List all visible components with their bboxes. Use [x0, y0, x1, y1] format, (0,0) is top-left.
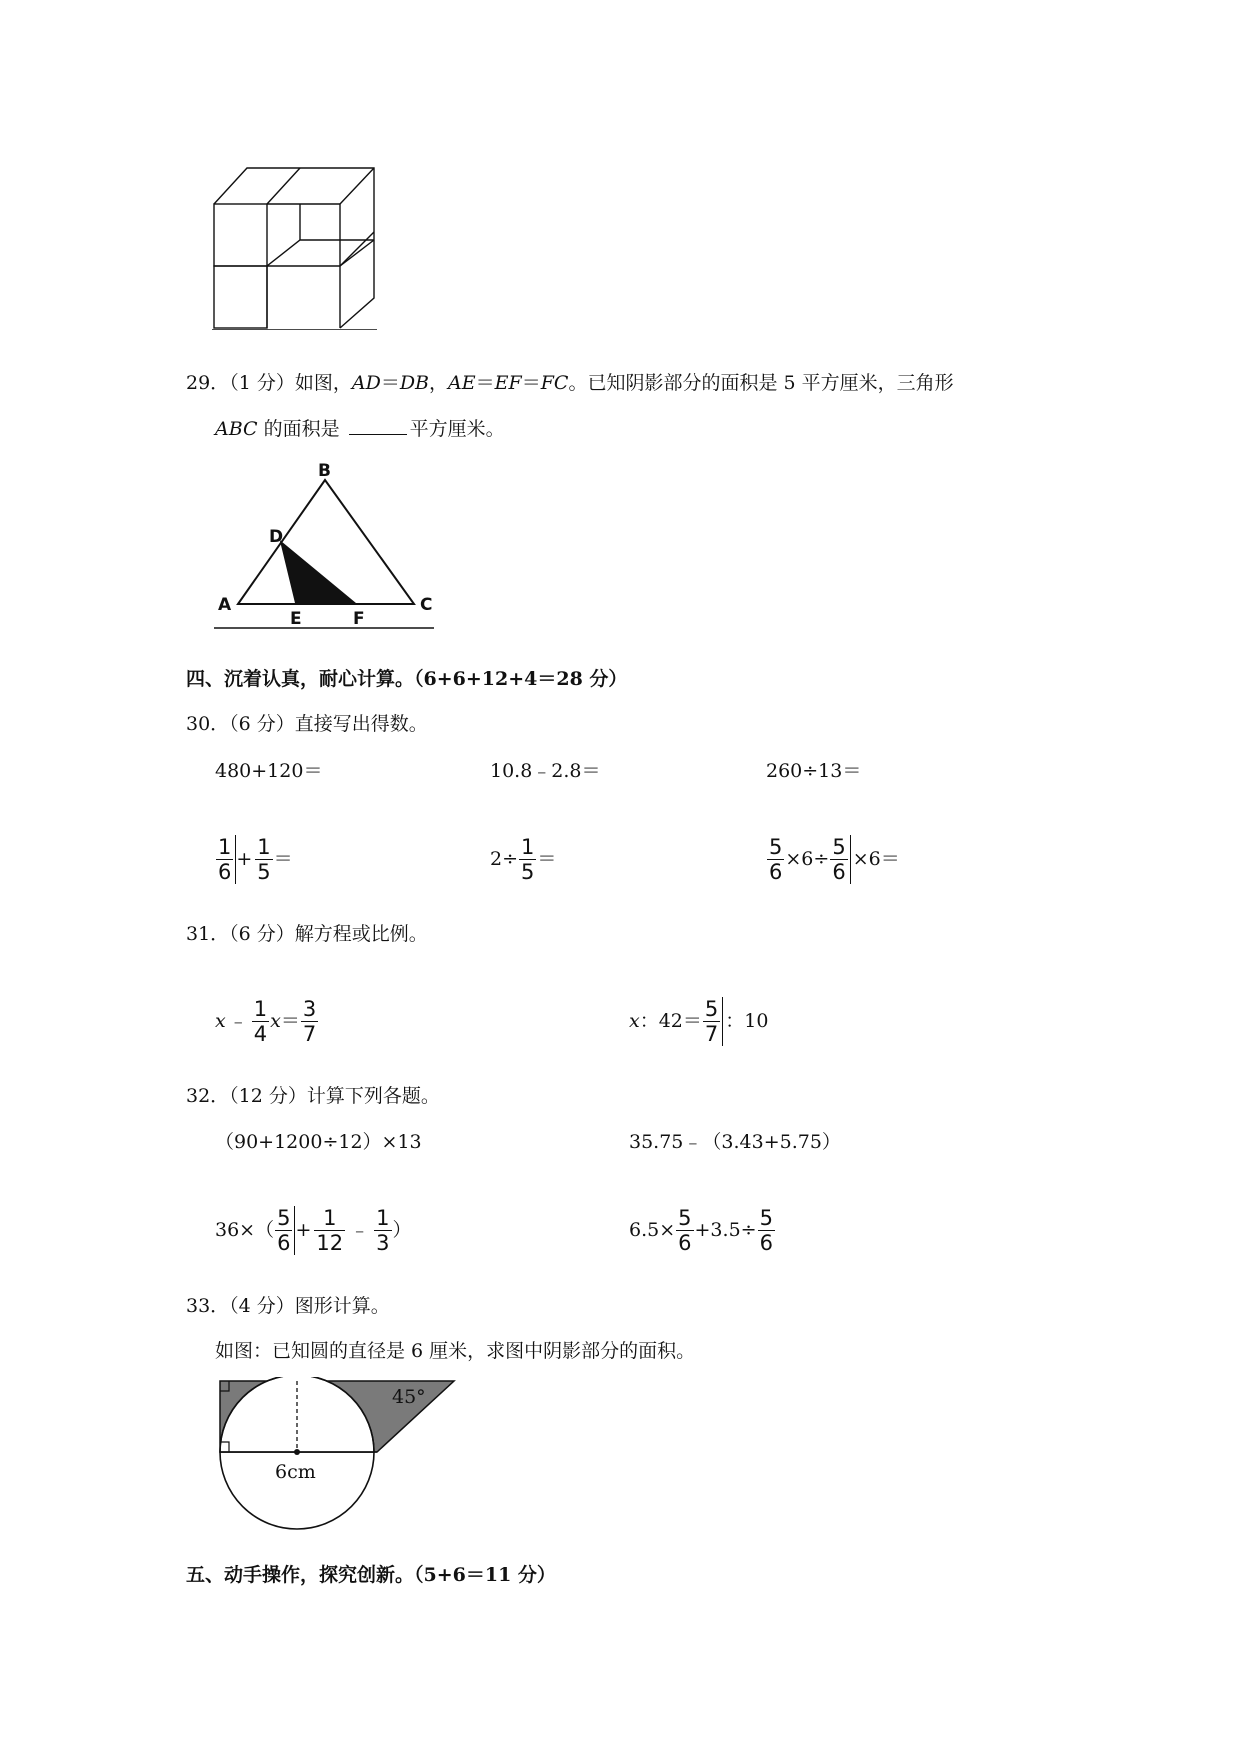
label-f: F — [353, 609, 365, 629]
q29-eq: ＝ — [521, 372, 541, 394]
operator: ：42＝ — [639, 1010, 702, 1033]
cube-stack-figure — [212, 160, 382, 330]
operator: 6.5× — [629, 1219, 676, 1242]
q29-eq: ＝ — [475, 372, 495, 394]
variable-x: x — [270, 1010, 281, 1033]
fraction: $\frac{1}{5}$ — [257, 835, 271, 885]
operator: 36×（ — [215, 1219, 275, 1242]
angle-label: 45° — [392, 1386, 426, 1408]
q29-score: （1 分） — [229, 372, 295, 394]
fraction: $\frac{5}{6}$ — [769, 835, 783, 885]
q29-text: 。已知阴影部分的面积是 5 平方厘米，三角形 — [568, 372, 954, 394]
fraction: $\frac{1}{3}$ — [376, 1206, 390, 1256]
q32-item-d — [629, 1206, 776, 1255]
operator: ﹣ — [228, 1010, 248, 1033]
label-a: A — [218, 595, 232, 615]
q30-item: 10.8﹣2.8＝ — [490, 760, 601, 782]
triangle-figure — [214, 458, 436, 630]
operator: ：10 — [725, 1010, 769, 1033]
operator: 2÷ — [490, 848, 519, 871]
fraction: $\frac{5}{7}$ — [704, 997, 719, 1047]
q29-ef: EF — [494, 372, 522, 394]
q32-title: 32．（12 分）计算下列各题。 — [186, 1085, 440, 1107]
q33-text: 如图：已知圆的直径是 6 厘米，求图中阴影部分的面积。 — [215, 1340, 696, 1362]
fraction: $\frac{1}{4}$ — [253, 997, 268, 1047]
shaded-triangle — [281, 542, 356, 604]
operator: ﹣ — [350, 1219, 370, 1242]
q29-number: 29． — [186, 372, 230, 394]
q29-answer-blank[interactable] — [349, 420, 407, 435]
fraction: $\frac{5}{6}$ — [759, 1206, 773, 1256]
operator: ×6＝ — [852, 848, 900, 871]
q29-db: DB — [399, 372, 430, 394]
q29-ae: AE — [448, 372, 476, 394]
q30-fraction-item-2 — [490, 835, 556, 884]
fraction: $\frac{3}{7}$ — [302, 997, 317, 1047]
q29-fc: FC — [540, 372, 569, 394]
q29-text: 平方厘米。 — [409, 418, 505, 440]
q30-fraction-item-3 — [766, 835, 900, 884]
fraction: $\frac{1}{6}$ — [218, 835, 232, 885]
variable-x: x — [215, 1010, 226, 1033]
label-d: D — [269, 527, 284, 547]
q29-comma: ， — [429, 372, 449, 394]
q31-title: 31．（6 分）解方程或比例。 — [186, 923, 428, 945]
operator: + — [236, 848, 253, 871]
diameter-label: 6cm — [275, 1461, 316, 1483]
q29-text: 如图， — [294, 372, 352, 394]
q29-text: 的面积是 — [257, 418, 346, 440]
operator: ） — [392, 1219, 412, 1242]
q29-line2 — [215, 420, 505, 439]
label-b: B — [318, 461, 331, 481]
equals-sign: ＝ — [273, 848, 293, 871]
equals-sign: ＝ — [280, 1010, 300, 1033]
q30-item: 480+120＝ — [215, 760, 323, 782]
section-4-heading: 四、沉着认真，耐心计算。（6+6+12+4＝28 分） — [186, 668, 628, 690]
q32-item-a: （90+1200÷12）×13 — [215, 1131, 422, 1153]
q29-ad: AD — [351, 372, 381, 394]
fraction: $\frac{5}{6}$ — [678, 1206, 692, 1256]
q29-eq: ＝ — [380, 372, 400, 394]
fraction: $\frac{5}{6}$ — [832, 835, 846, 885]
operator: +3.5÷ — [694, 1219, 757, 1242]
q30-title: 30．（6 分）直接写出得数。 — [186, 713, 428, 735]
operator: + — [295, 1219, 312, 1242]
q32-item-b: 35.75﹣（3.43+5.75） — [629, 1131, 841, 1153]
q29-abc: ABC — [215, 418, 258, 440]
section-5-heading: 五、动手操作，探究创新。（5+6＝11 分） — [186, 1564, 556, 1586]
q32-item-c — [215, 1206, 412, 1255]
fraction: $\frac{1}{5}$ — [521, 835, 535, 885]
variable-x: x — [629, 1010, 640, 1033]
fraction: $\frac{5}{6}$ — [277, 1206, 291, 1256]
fraction: $\frac{1}{12}$ — [316, 1206, 344, 1256]
q30-fraction-item-1 — [215, 835, 293, 884]
circle-figure — [216, 1377, 456, 1545]
q31-equation-1 — [215, 997, 319, 1046]
equals-sign: ＝ — [537, 848, 557, 871]
q33-title: 33．（4 分）图形计算。 — [186, 1295, 390, 1317]
q31-equation-2 — [629, 997, 768, 1046]
label-e: E — [290, 609, 302, 629]
q30-item: 260÷13＝ — [766, 760, 862, 782]
operator: ×6÷ — [785, 848, 830, 871]
label-c: C — [420, 595, 433, 615]
q29-line1 — [186, 374, 954, 393]
